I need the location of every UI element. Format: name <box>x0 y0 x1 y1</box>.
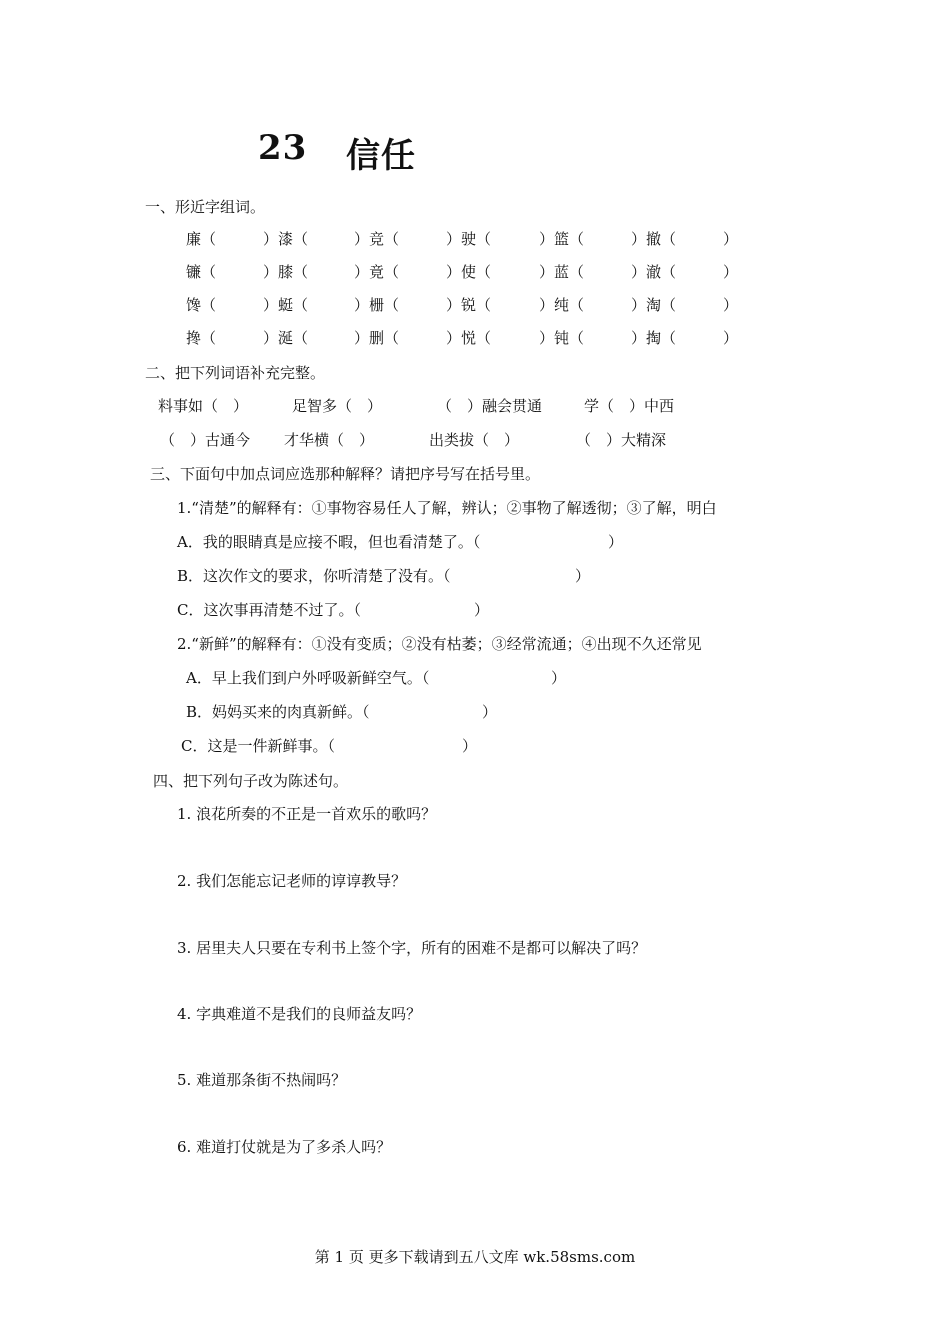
idiom-item: （ ）大精深 <box>576 431 667 449</box>
idiom-item: 学（ ）中西 <box>584 397 675 415</box>
grid-cell: ） <box>723 230 739 248</box>
grid-cell: ）悦（ <box>446 329 492 347</box>
idiom-item: 出类拔（ ） <box>429 431 520 449</box>
lesson-number: 23 <box>258 128 308 168</box>
lesson-title: 信任 <box>346 136 416 176</box>
grid-cell: ）篮（ <box>539 230 585 248</box>
q2-option-c: C．这是一件新鲜事。（ <box>181 737 335 755</box>
grid-cell: ）掏（ <box>631 329 677 347</box>
grid-cell: ）钝（ <box>539 329 585 347</box>
idiom-item: （ ）融会贯通 <box>437 397 543 415</box>
grid-cell: 镰（ <box>186 263 217 281</box>
idiom-item: 才华横（ ） <box>284 431 375 449</box>
grid-cell: ）膝（ <box>263 263 309 281</box>
answer-paren-close: ） <box>551 669 567 687</box>
grid-cell: ）撤（ <box>631 230 677 248</box>
grid-cell: ）涎（ <box>263 329 309 347</box>
grid-cell: 搀（ <box>186 329 217 347</box>
grid-cell: ） <box>723 329 739 347</box>
q1-definition: 1.“清楚”的解释有：①事物容易任人了解，辨认；②事物了解透彻；③了解，明白 <box>177 499 717 517</box>
section2-heading: 二、把下列词语补充完整。 <box>145 364 326 382</box>
page-footer: 第 1 页 更多下载请到五八文库 wk.58sms.com <box>314 1248 636 1266</box>
rewrite-item: 6. 难道打仗就是为了多杀人吗？ <box>177 1138 392 1156</box>
rewrite-item: 1. 浪花所奏的不正是一首欢乐的歌吗？ <box>177 805 437 823</box>
grid-cell: ）使（ <box>446 263 492 281</box>
grid-cell: ） <box>723 263 739 281</box>
q2-definition: 2.“新鲜”的解释有：①没有变质；②没有枯萎；③经常流通；④出现不久还常见 <box>177 635 702 653</box>
rewrite-item: 5. 难道那条街不热闹吗？ <box>177 1071 347 1089</box>
q1-option-b: B．这次作文的要求，你听清楚了没有。（ <box>177 567 451 585</box>
section3-heading: 三、下面句中加点词应选那种解释？请把序号写在括号里。 <box>150 465 541 483</box>
q1-option-a: A．我的眼睛真是应接不暇，但也看清楚了。（ <box>177 533 481 551</box>
grid-cell: ）栅（ <box>354 296 400 314</box>
grid-cell: ）淘（ <box>631 296 677 314</box>
grid-cell: 馋（ <box>186 296 217 314</box>
grid-cell: ） <box>723 296 739 314</box>
grid-cell: 廉（ <box>186 230 217 248</box>
idiom-item: （ ）古通今 <box>160 431 251 449</box>
rewrite-item: 3. 居里夫人只要在专利书上签个字，所有的困难不是都可以解决了吗？ <box>177 939 647 957</box>
grid-cell: ）锐（ <box>446 296 492 314</box>
idiom-item: 足智多（ ） <box>292 397 383 415</box>
grid-cell: ）竞（ <box>354 230 400 248</box>
grid-cell: ）蜓（ <box>263 296 309 314</box>
section4-heading: 四、把下列句子改为陈述句。 <box>153 772 349 790</box>
answer-paren-close: ） <box>474 601 490 619</box>
q1-option-c: C．这次事再清楚不过了。（ <box>177 601 361 619</box>
answer-paren-close: ） <box>608 533 624 551</box>
grid-cell: ）澈（ <box>631 263 677 281</box>
grid-cell: ）删（ <box>354 329 400 347</box>
grid-cell: ）驶（ <box>446 230 492 248</box>
q2-option-b: B．妈妈买来的肉真新鲜。（ <box>186 703 370 721</box>
rewrite-item: 4. 字典难道不是我们的良师益友吗？ <box>177 1005 422 1023</box>
grid-cell: ）蓝（ <box>539 263 585 281</box>
rewrite-item: 2. 我们怎能忘记老师的谆谆教导？ <box>177 872 407 890</box>
grid-cell: ）竟（ <box>354 263 400 281</box>
q2-option-a: A．早上我们到户外呼吸新鲜空气。（ <box>186 669 430 687</box>
section1-heading: 一、形近字组词。 <box>145 198 266 216</box>
answer-paren-close: ） <box>575 567 591 585</box>
answer-paren-close: ） <box>462 737 478 755</box>
idiom-item: 料事如（ ） <box>158 397 249 415</box>
answer-paren-close: ） <box>482 703 498 721</box>
grid-cell: ）纯（ <box>539 296 585 314</box>
grid-cell: ）漆（ <box>263 230 309 248</box>
